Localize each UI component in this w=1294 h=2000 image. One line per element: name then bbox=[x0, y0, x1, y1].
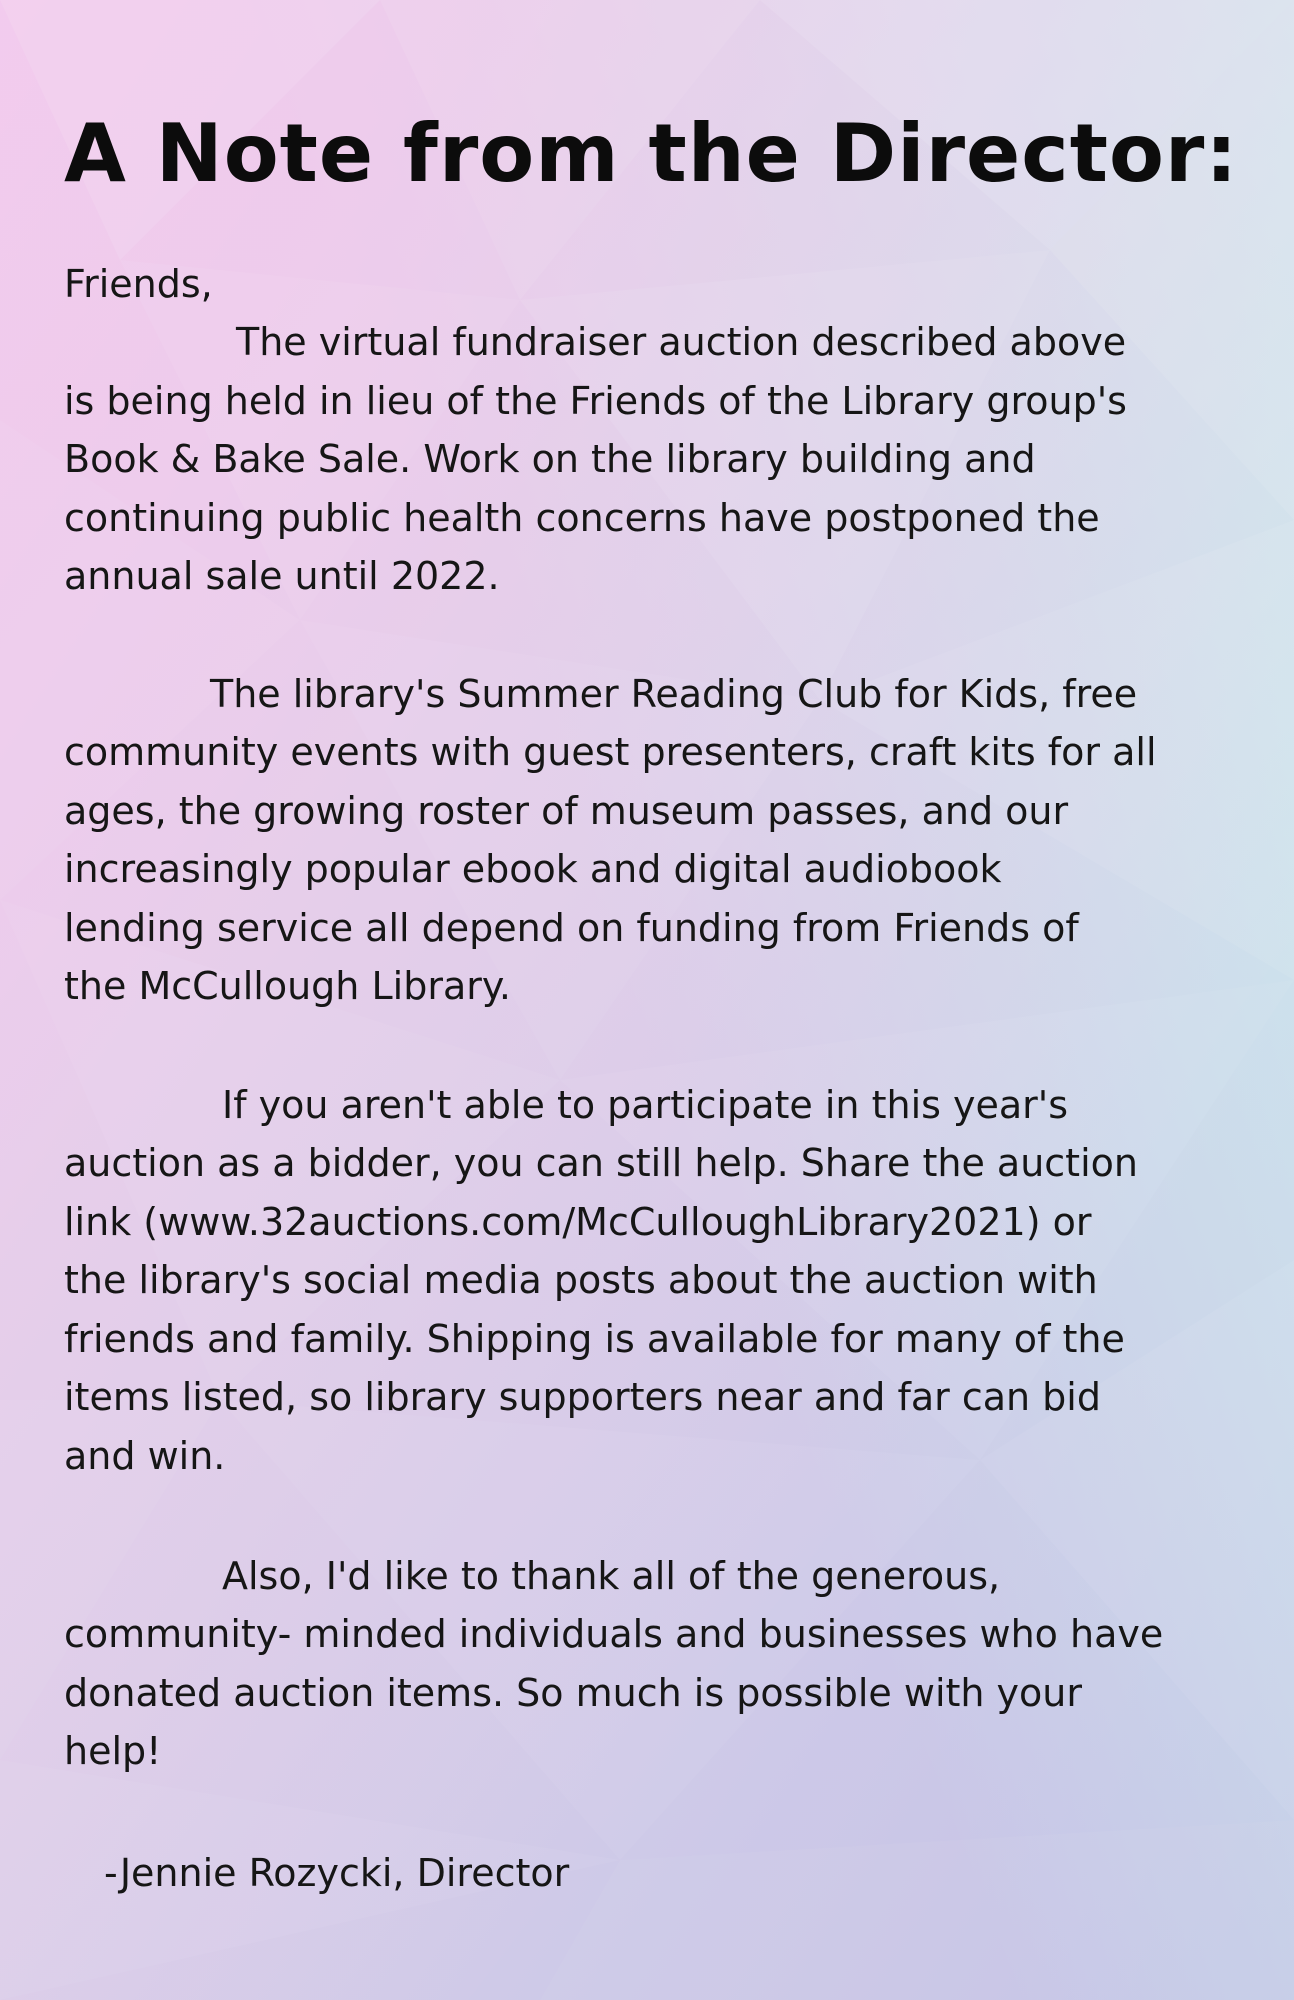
signature: -Jennie Rozycki, Director bbox=[104, 1851, 570, 1895]
paragraph-4-line: help! bbox=[64, 1729, 162, 1773]
paragraph-2-line: The library's Summer Reading Club for Kids, free bbox=[210, 672, 1138, 716]
paragraph-3-line: the library's social media posts about the auction with bbox=[64, 1258, 1098, 1302]
paragraph-2-line: community events with guest presenters, craft kits for all bbox=[64, 730, 1157, 774]
auction-link-line: link (www.32auctions.com/McCulloughLibrary2021) or bbox=[64, 1200, 1092, 1244]
paragraph-3-line: items listed, so library supporters near and far can bid bbox=[64, 1375, 1101, 1419]
paragraph-3-line: friends and family. Shipping is available for many of the bbox=[64, 1317, 1125, 1361]
paragraph-2-line: the McCullough Library. bbox=[64, 964, 512, 1008]
paragraph-1-line: is being held in lieu of the Friends of the Library group's bbox=[64, 379, 1127, 423]
paragraph-1-line: The virtual fundraiser auction described above bbox=[236, 320, 1127, 364]
greeting: Friends, bbox=[64, 262, 213, 306]
paragraph-3-line: If you aren't able to participate in this year's bbox=[222, 1083, 1069, 1127]
paragraph-2-line: ages, the growing roster of museum passes, and our bbox=[64, 789, 1069, 833]
paragraph-3-line: auction as a bidder, you can still help. Share the auction bbox=[64, 1141, 1138, 1185]
paragraph-1-line: Book & Bake Sale. Work on the library building and bbox=[64, 437, 1036, 481]
paragraph-2-line: lending service all depend on funding from Friends of bbox=[64, 906, 1079, 950]
paragraph-3-line: and win. bbox=[64, 1434, 226, 1478]
paragraph-4-line: Also, I'd like to thank all of the generous, bbox=[222, 1554, 1001, 1598]
paragraph-1-line: continuing public health concerns have postponed the bbox=[64, 496, 1100, 540]
paragraph-4-line: donated auction items. So much is possible with your bbox=[64, 1671, 1083, 1715]
page-title: A Note from the Director: bbox=[64, 107, 1239, 200]
paragraph-1-line: annual sale until 2022. bbox=[64, 554, 500, 598]
paragraph-2-line: increasingly popular ebook and digital audiobook bbox=[64, 847, 1002, 891]
paragraph-4-line: community- minded individuals and businesses who have bbox=[64, 1612, 1164, 1656]
